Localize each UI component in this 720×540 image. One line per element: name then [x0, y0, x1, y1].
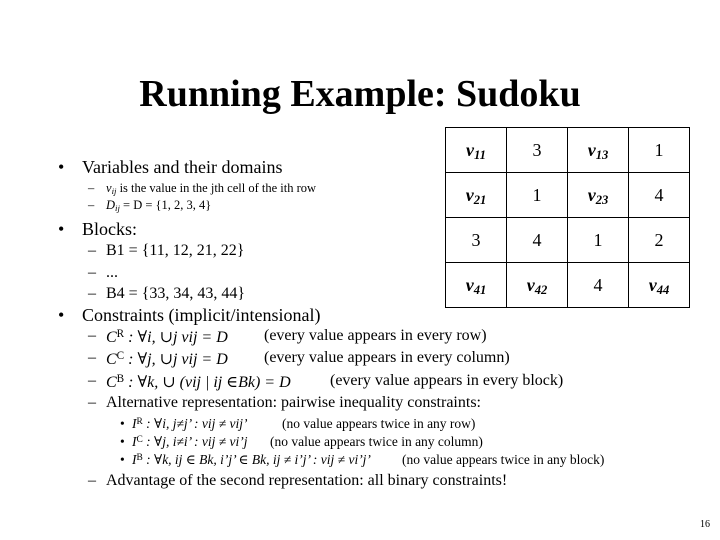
ic-label: I [132, 434, 137, 449]
ic-sup: C [136, 434, 143, 445]
cell-value: 3 [532, 139, 542, 160]
cell-var: v [465, 184, 474, 205]
grid-cell [507, 263, 568, 308]
sudoku-grid [445, 127, 690, 308]
constraint-cc [88, 349, 510, 369]
cell-var: v [587, 184, 596, 205]
cr-note: (every value appears in every row) [264, 327, 487, 344]
blocks-item-3 [88, 285, 246, 303]
blocks-item-1 [88, 242, 245, 260]
var-desc: is the value in the jth cell of the ith row [116, 181, 317, 195]
dash-icon: – [88, 242, 96, 259]
cell-sub: 42 [534, 282, 548, 297]
bullet-variables-text: Variables and their domains [82, 157, 283, 177]
grid-row [446, 128, 690, 173]
ib-label: I [132, 452, 137, 467]
cell-value: 1 [593, 229, 603, 250]
bullet-dot-icon: • [58, 305, 65, 325]
cc-note: (every value appears in every column) [264, 349, 510, 366]
grid-cell [507, 173, 568, 218]
ic-note: (no value appears twice in any column) [270, 434, 483, 449]
cr-label: C [106, 329, 117, 346]
bullet-blocks-text: Blocks: [82, 219, 138, 239]
cell-value: 4 [593, 274, 603, 295]
grid-cell [507, 218, 568, 263]
grid-cell [629, 263, 690, 308]
alt-item-ic [120, 434, 483, 450]
cell-sub: 44 [656, 282, 670, 297]
block-b4: B4 = {33, 34, 43, 44} [106, 285, 246, 302]
cr-sup: R [116, 327, 125, 340]
cell-value: 4 [654, 184, 664, 205]
alternative-representation [88, 394, 481, 412]
dash-icon: – [88, 327, 96, 344]
grid-cell [568, 173, 629, 218]
small-dot-icon: • [120, 452, 125, 467]
grid-cell [568, 218, 629, 263]
bullet-variables [58, 157, 283, 178]
grid-cell [568, 263, 629, 308]
dash-icon: – [88, 264, 96, 281]
grid-cell [446, 173, 507, 218]
page-number: 16 [700, 519, 710, 530]
cb-label: C [106, 374, 117, 391]
bullet-constraints [58, 305, 321, 326]
bullet-dot-icon: • [58, 219, 65, 239]
cell-var: v [465, 274, 474, 295]
grid-cell [568, 128, 629, 173]
dash-icon: – [88, 181, 95, 195]
ib-sup: B [136, 452, 143, 463]
ir-formula: : ∀i, j≠j’ : vij ≠ vij’ [142, 416, 248, 431]
cell-sub: 13 [595, 147, 609, 162]
cell-var: v [648, 274, 657, 295]
grid-cell [507, 128, 568, 173]
domain-symbol: D [106, 198, 116, 212]
dash-icon: – [88, 372, 96, 389]
ic-formula: : ∀j, i≠i’ : vij ≠ vi’j [142, 434, 248, 449]
grid-cell [446, 263, 507, 308]
cb-sup: B [116, 372, 125, 385]
dash-icon: – [88, 285, 96, 302]
grid-row [446, 218, 690, 263]
bullet-blocks [58, 219, 138, 240]
small-dot-icon: • [120, 416, 125, 431]
cb-note: (every value appears in every block) [330, 372, 564, 389]
alt-item-ib [120, 452, 605, 468]
cc-sup: C [116, 349, 125, 362]
grid-row [446, 173, 690, 218]
advantage [88, 472, 508, 490]
block-b1: B1 = {11, 12, 21, 22} [106, 242, 245, 259]
small-dot-icon: • [120, 434, 125, 449]
domain-desc: = D = {1, 2, 3, 4} [119, 198, 212, 212]
cell-var: v [587, 139, 596, 160]
grid-row [446, 263, 690, 308]
dash-icon: – [88, 198, 95, 212]
grid-cell [629, 128, 690, 173]
dash-icon: – [88, 472, 96, 489]
ib-formula: : ∀k, ij ∈ Bk, i’j’ ∈ Bk, ij ≠ i’j’ : vij ≠ vi’j’ [142, 452, 371, 467]
variables-item-2 [88, 198, 212, 214]
grid-cell [629, 218, 690, 263]
bullet-constraints-text: Constraints (implicit/intensional) [82, 305, 321, 325]
constraint-cr [88, 327, 487, 347]
alt-text: Alternative representation: pairwise inequality constraints: [106, 394, 481, 411]
cell-sub: 41 [473, 282, 487, 297]
var-sub: ij [111, 186, 117, 197]
cell-sub: 11 [474, 147, 486, 162]
alt-item-ir [120, 416, 476, 432]
cell-value: 3 [471, 229, 481, 250]
var-symbol: v [106, 181, 112, 195]
ir-note: (no value appears twice in any row) [282, 416, 476, 431]
ir-label: I [132, 416, 137, 431]
cell-value: 4 [532, 229, 542, 250]
domain-sub: ij [115, 203, 120, 214]
cc-formula: : ∀j, ∪j vij = D [124, 351, 228, 368]
cell-value: 1 [532, 184, 542, 205]
dash-icon: – [88, 394, 96, 411]
grid-cell [446, 128, 507, 173]
constraint-cb [88, 372, 564, 392]
grid-cell [446, 218, 507, 263]
blocks-item-2 [88, 264, 118, 282]
cell-var: v [526, 274, 535, 295]
cell-sub: 21 [473, 192, 487, 207]
variables-item-1 [88, 181, 317, 197]
dash-icon: – [88, 349, 96, 366]
cr-formula: : ∀i, ∪j vij = D [124, 329, 228, 346]
ir-sup: R [136, 416, 143, 427]
cell-var: v [466, 139, 475, 160]
ib-note: (no value appears twice in any block) [402, 452, 605, 467]
slide-title: Running Example: Sudoku [139, 73, 581, 115]
cell-sub: 23 [595, 192, 609, 207]
cell-value: 1 [654, 139, 664, 160]
bullet-dot-icon: • [58, 157, 65, 177]
block-ellipsis: ... [106, 264, 118, 281]
advantage-text: Advantage of the second representation: all binary constraints! [106, 472, 508, 489]
cell-value: 2 [654, 229, 664, 250]
cb-formula: : ∀k, ∪ (vij | ij ∈Bk) = D [124, 374, 291, 391]
cc-label: C [106, 351, 117, 368]
grid-cell [629, 173, 690, 218]
